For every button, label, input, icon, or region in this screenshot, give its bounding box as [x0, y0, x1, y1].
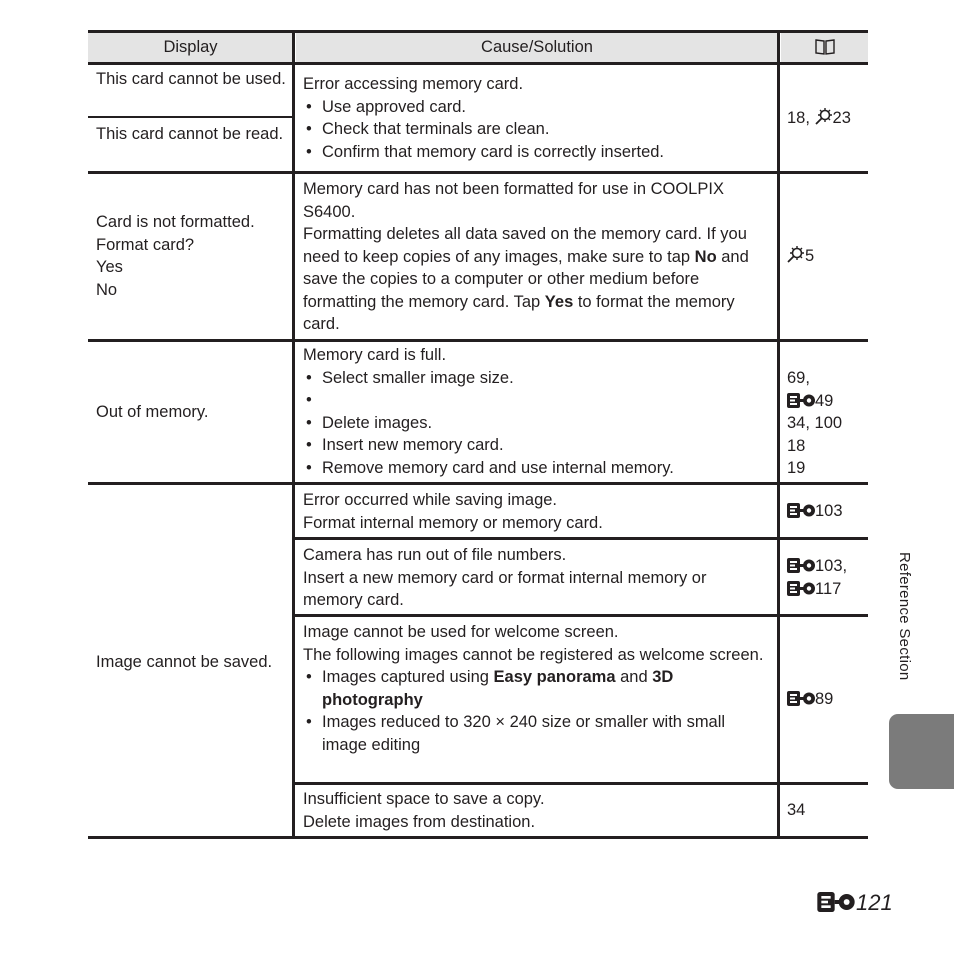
no-label: No [694, 247, 717, 266]
cause-text: Insert a new memory card or format internal memory or memory card. [303, 568, 707, 609]
list-item: • Use approved card. [303, 96, 773, 119]
display-line: Card is not formatted. [96, 213, 255, 231]
cause-text: Memory card is full. [303, 346, 447, 364]
reference-e-icon [787, 691, 815, 706]
header-cause-cell [296, 32, 778, 62]
rule-sub1-bottom [295, 537, 868, 540]
ref-page: 49 [815, 391, 834, 410]
rule-row1-bottom [88, 171, 868, 174]
display-card-unusable: This card cannot be used. [96, 70, 286, 88]
ref-page: 103, [815, 557, 848, 575]
header-cause: Cause/Solution [481, 38, 593, 56]
cause-bullet-list [303, 367, 773, 412]
display-line: Format card? [96, 235, 195, 254]
rule-top [88, 30, 868, 33]
display-not-formatted [96, 211, 286, 301]
page-number [816, 890, 893, 916]
rule-sub2-bottom [295, 614, 868, 617]
cause-text: Error occurred while saving image. [303, 491, 558, 509]
reference-e-icon [787, 581, 815, 596]
cause-out-of-memory [303, 344, 773, 479]
list-item: • Confirm that memory card is correctly inserted. [303, 141, 773, 164]
cause-text: to format the memory card. [303, 292, 735, 333]
list-spacer [303, 389, 773, 412]
3d-photography-label: 3D photography [322, 668, 674, 709]
list-item [303, 666, 769, 711]
ref-line-1 [787, 555, 865, 578]
list-item: • Delete images. [303, 412, 773, 435]
rule-col2 [777, 30, 780, 839]
cause-bullet-list [303, 96, 773, 164]
easy-panorama-label: Easy panorama [493, 668, 616, 686]
list-item: • Check that terminals are clean. [303, 118, 773, 141]
cause-not-formatted [303, 178, 769, 336]
cause-file-numbers [303, 544, 769, 612]
reference-e-icon [787, 503, 815, 518]
list-item: • Images reduced to 320 × 240 size or smaller with small image editing [303, 711, 769, 756]
section-tab-label: Reference Section [896, 552, 913, 681]
rule-sub3-bottom [295, 782, 868, 785]
rule-row2-bottom [88, 339, 868, 342]
cause-text: Format internal memory or memory card. [303, 513, 603, 532]
cause-bullet-list [303, 666, 769, 756]
cause-save-error [303, 489, 773, 534]
cause-text: Delete images from destination. [303, 812, 536, 831]
setup-icon [787, 245, 805, 263]
ref-line: 18 [787, 436, 806, 455]
list-item: • Insert new memory card. [303, 434, 773, 457]
cause-text: The following images cannot be registered as welcome screen. [303, 645, 764, 664]
ref-line: 69, [787, 369, 810, 387]
list-item: • Select smaller image size. [303, 367, 773, 390]
cause-text: and save the copies to a computer or other medium before formatting the memory card. Tap [303, 247, 749, 311]
setup-icon [815, 107, 833, 125]
ref-page: 103 [815, 502, 843, 520]
yes-label: Yes [544, 292, 574, 311]
cause-text: Formatting deletes all data saved on the memory card. If you need to keep copies of any images, make sure to tap [303, 225, 747, 266]
reference-e-icon [787, 393, 815, 408]
cause-text: Memory card has not been formatted for use in COOLPIX S6400. [303, 180, 724, 221]
cause-text: Insufficient space to save a copy. [303, 790, 545, 808]
rule-col1 [292, 30, 295, 839]
rule-table-bottom [88, 836, 868, 839]
ref-page: 5 [805, 247, 815, 265]
section-tab [889, 714, 954, 789]
bullet-text: Images captured using [322, 668, 494, 686]
cause-welcome-screen [303, 621, 769, 756]
ref-prefix: 18, [787, 109, 815, 127]
ref-welcome-screen [787, 688, 865, 711]
book-icon [814, 38, 836, 56]
ref-no-space: 34 [787, 801, 806, 819]
ref-line-2 [787, 390, 865, 413]
ref-line-2 [787, 578, 865, 601]
ref-file-numbers [787, 555, 865, 600]
bullet-text: and [615, 668, 653, 686]
ref-line: 34, 100 [787, 414, 843, 432]
display-out-of-memory: Out of memory. [96, 403, 209, 421]
ref-out-of-memory [787, 367, 865, 480]
ref-page: 89 [815, 690, 834, 708]
ref-save-error [787, 500, 865, 523]
ref-line: 19 [787, 459, 806, 477]
header-row [88, 30, 868, 64]
display-cannot-save: Image cannot be saved. [96, 653, 273, 671]
list-item: • Remove memory card and use internal memory. [303, 457, 773, 480]
header-ref-cell [781, 32, 868, 62]
header-display-cell [88, 32, 293, 62]
display-card-unreadable: This card cannot be read. [96, 125, 284, 143]
rule-row3-bottom [88, 482, 868, 485]
cause-no-space [303, 788, 773, 833]
ref-page: 23 [832, 109, 851, 127]
rule-display-split [88, 116, 293, 118]
header-display: Display [163, 38, 218, 56]
cause-text: Camera has run out of file numbers. [303, 546, 567, 564]
ref-card-unusable [787, 107, 865, 130]
page-number-text: 121 [856, 890, 893, 915]
reference-e-icon [787, 558, 815, 573]
display-line: No [96, 280, 118, 299]
display-line: Yes [96, 258, 123, 276]
cause-card-unusable [303, 73, 773, 163]
cause-text-2 [303, 223, 769, 336]
ref-page: 117 [815, 579, 842, 598]
rule-header-bottom [88, 62, 868, 65]
cause-bullet-list-2 [303, 412, 773, 480]
reference-e-icon [816, 892, 856, 912]
cause-text: Image cannot be used for welcome screen. [303, 623, 619, 641]
ref-not-formatted [787, 245, 865, 268]
cause-text: Error accessing memory card. [303, 75, 524, 93]
